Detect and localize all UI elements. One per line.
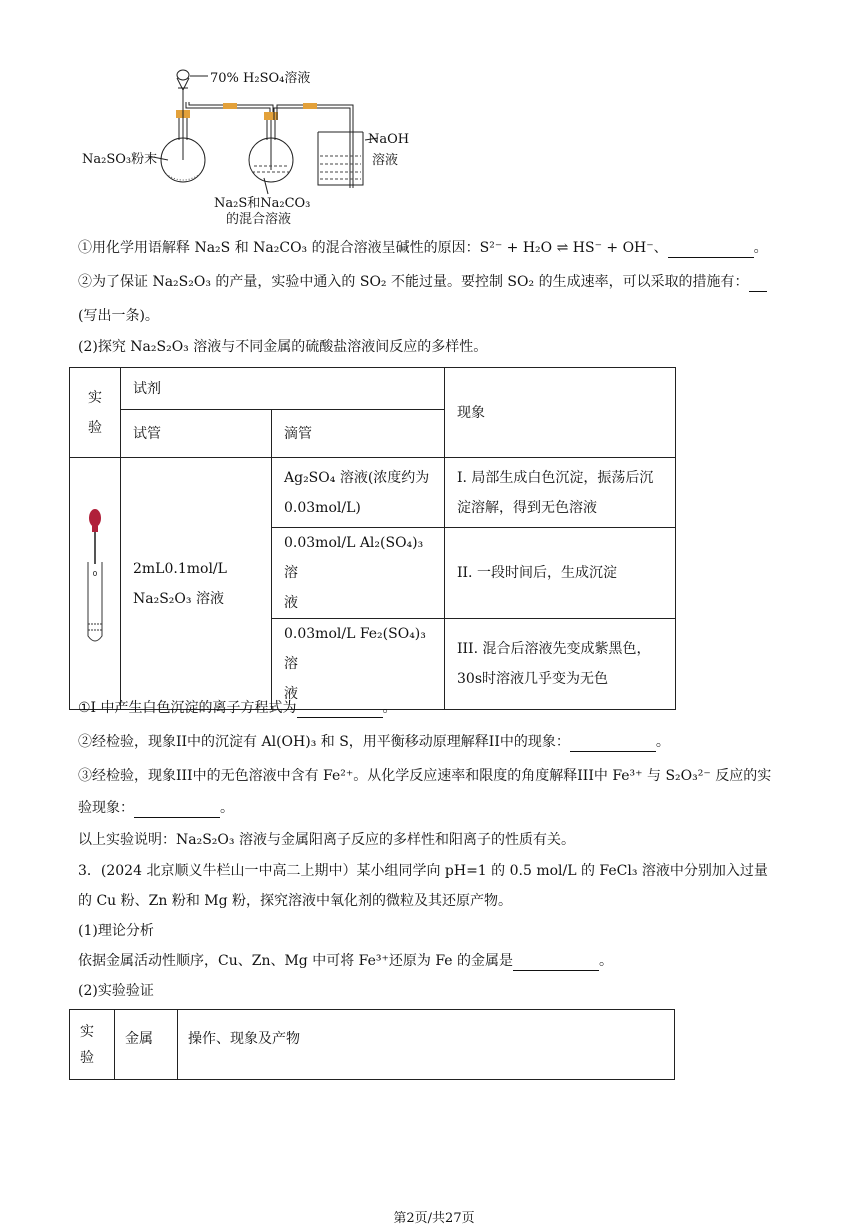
header-experiment: 实验 [70, 368, 121, 458]
q4-end: 。 [655, 734, 670, 750]
experiment-table-1 [69, 367, 676, 710]
experiment-table-2 [69, 1009, 675, 1080]
q4-text: ②经检验，现象II中的沉淀有 Al(OH)₃ 和 S，用平衡移动原理解释II中的现象： [78, 734, 570, 750]
phenomenon-cell [445, 458, 676, 528]
dropper-line2: 0.03mol/L) [284, 499, 361, 516]
phenomenon-line1: I. 局部生成白色沉淀，振荡后沉 [457, 469, 654, 486]
header-tube: 试管 [121, 410, 272, 458]
header-experiment-line2: 验 [80, 1049, 94, 1066]
phenomenon-cell [445, 528, 676, 619]
test-tube-cell [70, 458, 121, 710]
question-5-line2 [78, 798, 234, 818]
question-3 [78, 698, 397, 718]
conclusion: 以上实验说明：Na₂S₂O₃ 溶液与金属阳离子反应的多样性和阳离子的性质有关。 [78, 832, 575, 848]
q1-text: ①用化学用语解释 Na₂S 和 Na₂CO₃ 的混合溶液呈碱性的原因：S²⁻ + H₂O ⇌ HS⁻ + OH⁻、 [78, 240, 668, 256]
problem-3-line1: 3．(2024 北京顺义牛栏山一中高二上期中）某小组同学向 pH=1 的 0.5 mol/L 的 FeCl₃ 溶液中分别加入过量 [78, 863, 768, 879]
phenomenon-line2: 30s时溶液几乎变为无色 [457, 671, 608, 687]
header-metal: 金属 [115, 1010, 178, 1080]
dropper-cell [272, 458, 445, 528]
dropper-line2: 液 [284, 595, 298, 611]
p3q-end: 。 [599, 953, 614, 969]
header-experiment [70, 1010, 115, 1080]
tube-reagent-cell [121, 458, 272, 710]
header-operation: 操作、现象及产物 [178, 1010, 675, 1080]
answer-blank[interactable] [570, 737, 656, 752]
tube-reagent-line1: 2mL0.1mol/L [133, 560, 227, 577]
problem-3-sub2: (2)实验验证 [78, 983, 154, 999]
tube-reagent-line2: Na₂S₂O₃ 溶液 [133, 590, 224, 607]
q1-end: 。 [753, 240, 768, 256]
question-2 [78, 272, 767, 292]
dropper-cell [272, 619, 445, 710]
q5-text: 验现象： [78, 800, 134, 816]
answer-blank[interactable] [749, 277, 767, 292]
dropper-line2: 液 [284, 686, 298, 702]
header-dropper: 滴管 [272, 410, 445, 458]
test-tube-dropper-icon [83, 508, 107, 648]
q2-text: ②为了保证 Na₂S₂O₃ 的产量，实验中通入的 SO₂ 不能过量。要控制 SO₂ 的生成速率，可以采取的措施有： [78, 274, 749, 290]
question-4 [78, 732, 670, 752]
question-1 [78, 238, 768, 258]
phenomenon-line2: 淀溶解，得到无色溶液 [457, 499, 597, 516]
answer-blank[interactable] [513, 956, 599, 971]
answer-blank[interactable] [668, 243, 754, 258]
dropper-cell [272, 528, 445, 619]
problem-3-line2: 的 Cu 粉、Zn 粉和 Mg 粉，探究溶液中氧化剂的微粒及其还原产物。 [78, 893, 513, 909]
beaker-label: NaOH [368, 132, 410, 147]
header-phenomenon: 现象 [445, 368, 676, 458]
phenomenon-line1: III. 混合后溶液先变成紫黑色， [457, 641, 651, 657]
problem-3-question [78, 951, 613, 971]
flask1-label: Na₂SO₃粉末 [82, 152, 158, 167]
page-footer: 第2页/共27页 [393, 1211, 475, 1226]
q5-end: 。 [220, 800, 234, 816]
header-experiment-line1: 实 [80, 1023, 94, 1040]
dropper-line1: Ag₂SO₄ 溶液(浓度约为 [284, 469, 430, 486]
flask2-label-2: 的混合溶液 [226, 212, 292, 227]
flask2-label: Na₂S和Na₂CO₃ [214, 196, 311, 211]
beaker-label-2: 溶液 [372, 153, 399, 168]
question-5: ③经检验，现象III中的无色溶液中含有 Fe²⁺。从化学反应速率和限度的角度解释III中 Fe³⁺ 与 S₂O₃²⁻ 反应的实 [78, 768, 772, 784]
phenomenon-line1: II. 一段时间后，生成沉淀 [457, 565, 617, 581]
dropper-line1: 0.03mol/L Fe₂(SO₄)₃ 溶 [284, 626, 426, 672]
header-reagent: 试剂 [121, 368, 445, 410]
svg-text:0: 0 [92, 570, 98, 578]
p3q-text: 依据金属活动性顺序，Cu、Zn、Mg 中可将 Fe³⁺还原为 Fe 的金属是 [78, 953, 514, 969]
q3-text: ①I 中产生白色沉淀的离子方程式为 [78, 700, 297, 716]
acid-label: 70% H₂SO₄溶液 [210, 71, 311, 86]
answer-blank[interactable] [297, 703, 383, 718]
question-2-line2: (写出一条)。 [78, 308, 159, 324]
section-2-title: (2)探究 Na₂S₂O₃ 溶液与不同金属的硫酸盐溶液间反应的多样性。 [78, 339, 488, 355]
apparatus-diagram [78, 60, 418, 230]
dropper-line1: 0.03mol/L Al₂(SO₄)₃ 溶 [284, 535, 424, 581]
q3-end: 。 [382, 700, 397, 716]
problem-3-sub1: (1)理论分析 [78, 923, 154, 939]
phenomenon-cell [445, 619, 676, 710]
answer-blank[interactable] [134, 803, 220, 818]
